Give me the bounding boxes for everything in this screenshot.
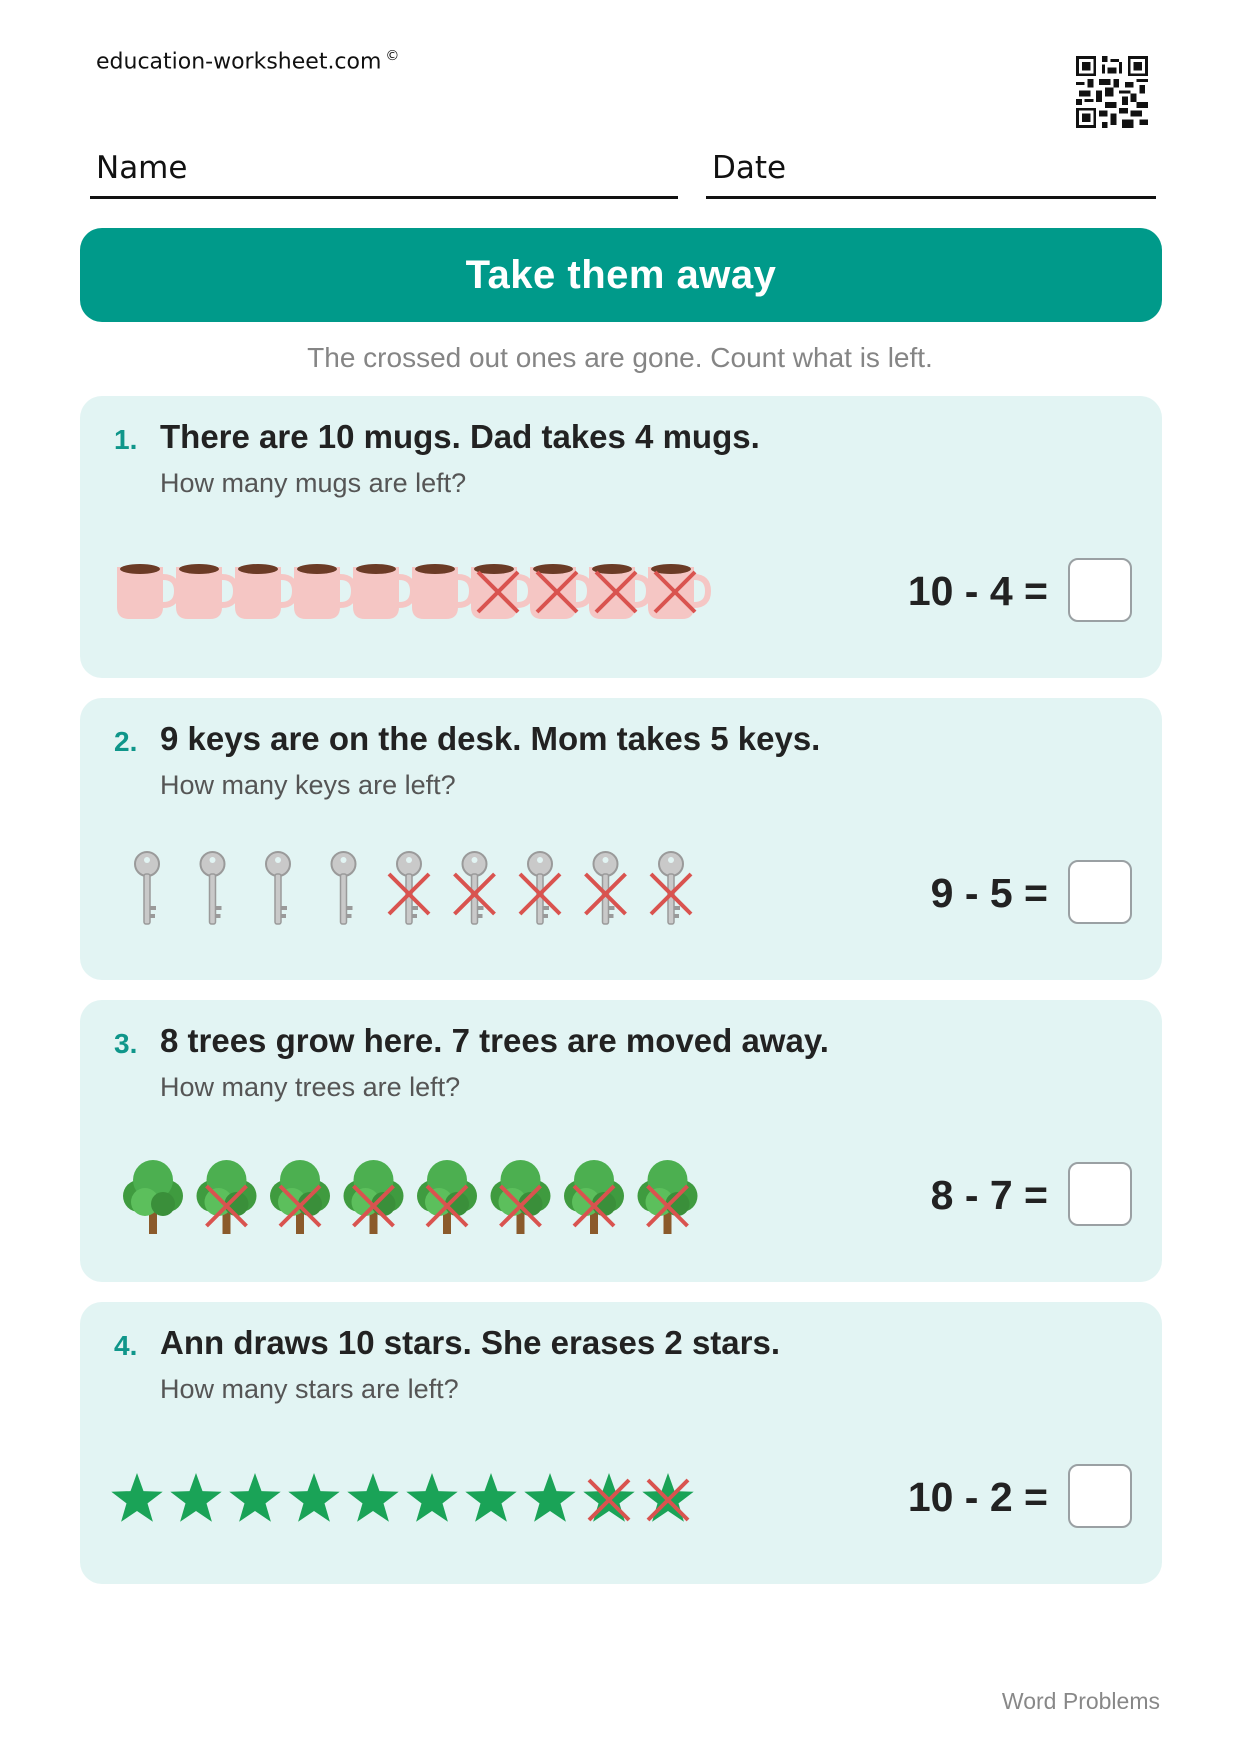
subtraction-equation: 9 - 5 = (930, 870, 1048, 916)
key-icon (201, 852, 225, 924)
answer-box[interactable] (1068, 1464, 1132, 1528)
key-crossed-icon (520, 852, 560, 924)
problem-card (80, 1302, 1162, 1584)
problem-card (80, 698, 1162, 980)
problem-prompt: How many mugs are left? (160, 468, 467, 498)
problem-number: 4. (114, 1330, 138, 1361)
problem-question: 9 keys are on the desk. Mom takes 5 keys. (160, 720, 821, 757)
problem-card (80, 396, 1162, 678)
key-crossed-icon (651, 852, 691, 924)
worksheet-title: Take them away (465, 252, 777, 297)
star-icon (288, 1473, 339, 1522)
key-icon (266, 852, 290, 924)
answer-box[interactable] (1068, 1162, 1132, 1226)
key-crossed-icon (389, 852, 429, 924)
tree-crossed-icon (197, 1160, 257, 1234)
tree-crossed-icon (638, 1160, 698, 1234)
tree-crossed-icon (491, 1160, 551, 1234)
star-crossed-icon (642, 1473, 693, 1522)
problem-card (80, 1000, 1162, 1282)
qr-code-icon (1076, 56, 1148, 128)
key-icon (332, 852, 356, 924)
star-icon (465, 1473, 516, 1522)
mug-icon (353, 564, 413, 619)
mug-icon (294, 564, 354, 619)
problem-prompt: How many trees are left? (160, 1072, 461, 1102)
mug-crossed-icon (530, 564, 590, 619)
star-icon (347, 1473, 398, 1522)
date-label: Date (712, 150, 787, 186)
mug-icon (235, 564, 295, 619)
problem-question: 8 trees grow here. 7 trees are moved away. (160, 1022, 829, 1059)
key-crossed-icon (455, 852, 495, 924)
star-icon (111, 1473, 162, 1522)
mug-crossed-icon (471, 564, 531, 619)
name-label: Name (96, 150, 188, 186)
subtraction-equation: 8 - 7 = (930, 1172, 1048, 1218)
problem-number: 1. (114, 424, 138, 455)
tree-icon (123, 1160, 183, 1234)
tree-crossed-icon (344, 1160, 404, 1234)
answer-box[interactable] (1068, 860, 1132, 924)
name-field[interactable] (90, 140, 678, 199)
mug-icon (117, 564, 177, 619)
problem-prompt: How many stars are left? (160, 1374, 459, 1404)
title-banner (80, 228, 1162, 322)
tree-crossed-icon (564, 1160, 624, 1234)
problem-question: Ann draws 10 stars. She erases 2 stars. (160, 1324, 781, 1361)
mug-crossed-icon (589, 564, 649, 619)
star-icon (229, 1473, 280, 1522)
mug-crossed-icon (648, 564, 708, 619)
subtraction-equation: 10 - 4 = (907, 568, 1048, 614)
problem-question: There are 10 mugs. Dad takes 4 mugs. (160, 418, 760, 455)
mug-icon (176, 564, 236, 619)
problem-prompt: How many keys are left? (160, 770, 456, 800)
footer-category: Word Problems (1001, 1688, 1160, 1714)
subtraction-equation: 10 - 2 = (907, 1474, 1048, 1520)
star-crossed-icon (583, 1473, 634, 1522)
copyright-mark: © (385, 48, 400, 64)
star-icon (406, 1473, 457, 1522)
star-icon (170, 1473, 221, 1522)
key-crossed-icon (586, 852, 626, 924)
problem-number: 3. (114, 1028, 138, 1059)
site-url: education-worksheet.com (96, 49, 382, 75)
instructions: The crossed out ones are gone. Count what is left. (307, 342, 933, 373)
tree-crossed-icon (270, 1160, 330, 1234)
mug-icon (412, 564, 472, 619)
key-icon (135, 852, 159, 924)
problem-number: 2. (114, 726, 138, 757)
tree-crossed-icon (417, 1160, 477, 1234)
site-name (96, 48, 399, 74)
star-icon (524, 1473, 575, 1522)
date-field[interactable] (706, 140, 1156, 199)
answer-box[interactable] (1068, 558, 1132, 622)
